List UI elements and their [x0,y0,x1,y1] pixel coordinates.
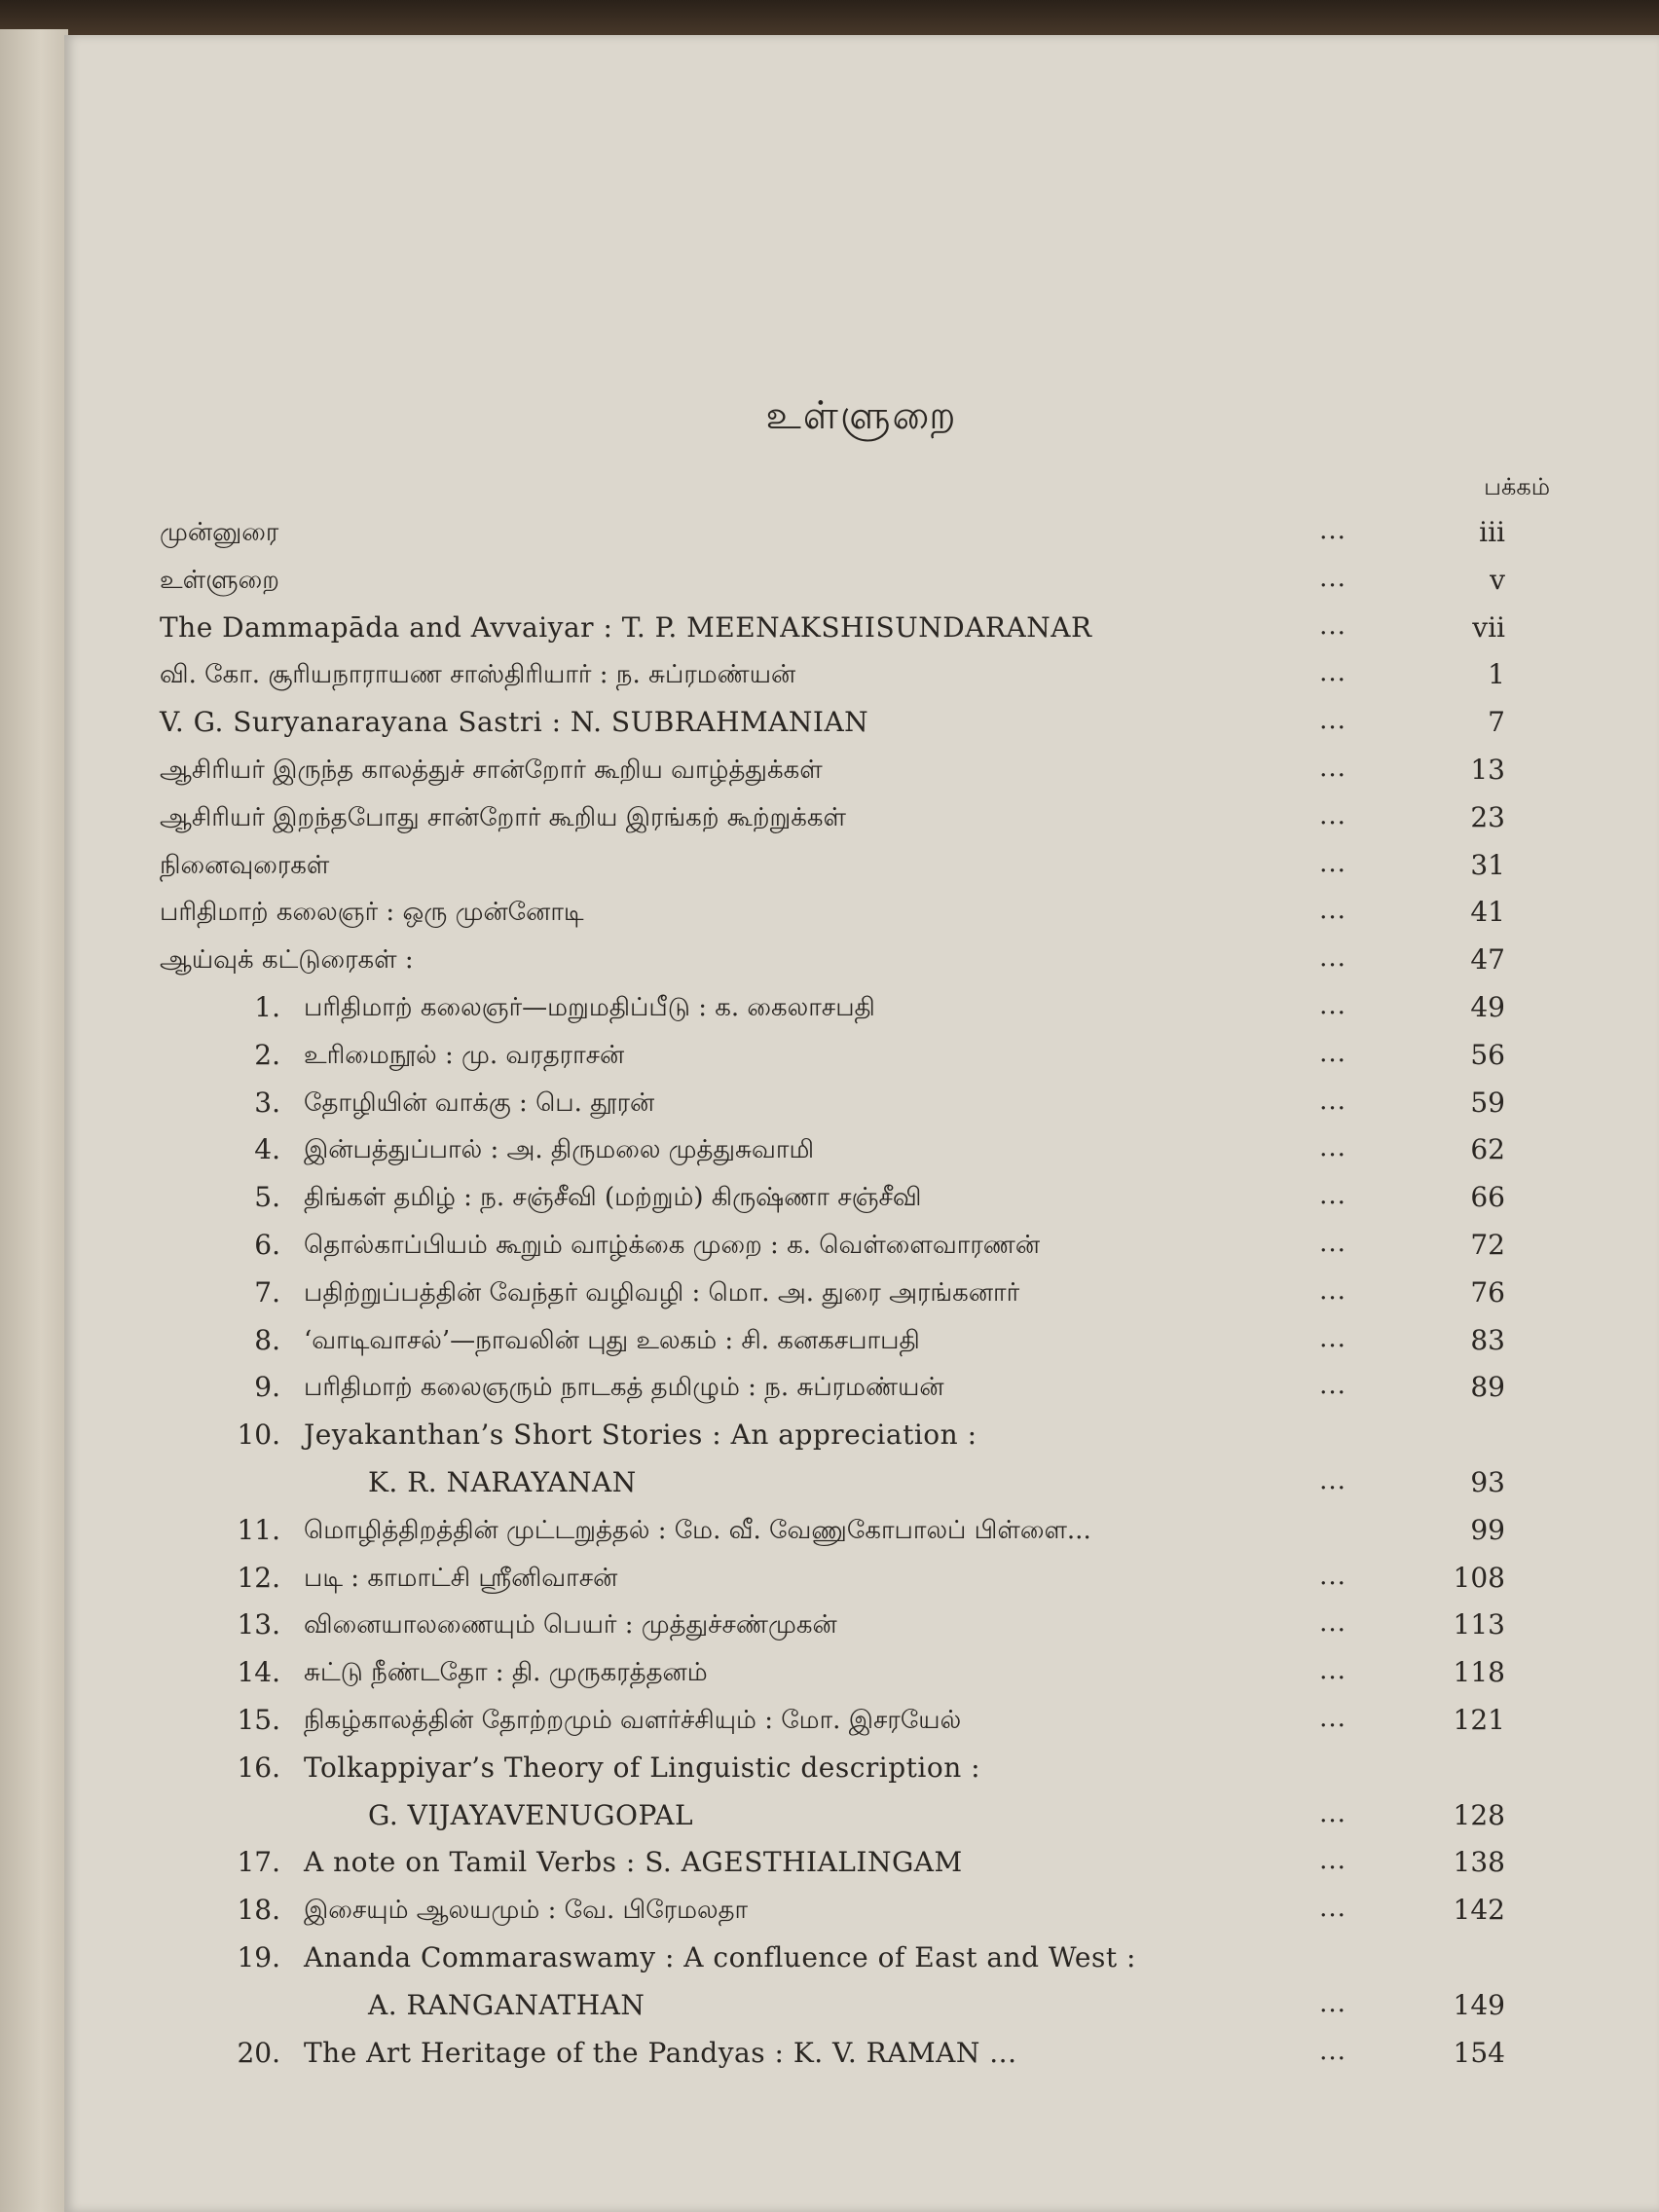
entry-page-number: iii [1479,516,1505,548]
dot-leader: ... [1319,754,1346,783]
entry-number: 3. [254,1086,280,1119]
entry-page-number: 47 [1470,943,1505,977]
entry-page-number: 49 [1470,991,1505,1023]
entry-page-number: 108 [1453,1561,1505,1594]
entry-page-number: 121 [1453,1704,1505,1736]
entry-number: 19. [237,1941,280,1973]
page-title: உள்ளுறை [765,393,958,438]
entry-title: ஆசிரியர் இறந்தபோது சான்றோர் கூறிய இரங்கற் கூற்றுக்கள் [160,802,847,832]
toc-entry [64,1606,1659,1645]
entry-page-number: 13 [1470,754,1505,786]
dot-leader: ... [1319,1038,1346,1068]
dot-leader: ... [1319,1466,1346,1495]
toc-entry [64,656,1659,695]
toc-entry [64,1322,1659,1361]
dot-leader: ... [1319,1656,1346,1686]
entry-title: பதிற்றுப்பத்தின் வேந்தர் வழிவழி : மொ. அ. துரை அரங்கனார் [304,1277,1020,1308]
entry-page-number: 1 [1488,658,1505,691]
dot-leader: ... [1319,1846,1346,1876]
entry-page-number: 72 [1470,1229,1505,1261]
entry-title: The Art Heritage of the Pandyas : K. V. RAMAN ... [304,2036,1017,2069]
dot-leader: ... [1319,2036,1346,2066]
entry-page-number: 128 [1453,1798,1505,1831]
dot-leader: ... [1319,1608,1346,1639]
entry-number: 20. [237,2036,280,2069]
toc-entry [64,1464,1659,1503]
dot-leader: ... [1319,1894,1346,1924]
entry-title: முன்னுரை [160,518,279,547]
entry-title: ஆய்வுக் கட்டுரைகள் : [160,945,414,976]
entry-number: 4. [254,1133,280,1166]
entry-page-number: v [1490,563,1505,596]
dot-leader: ... [1319,1229,1346,1258]
dot-leader: ... [1319,706,1346,736]
entry-title: The Dammapāda and Avvaiyar : T. P. MEENAKSHISUNDARANAR [160,610,1092,644]
entry-title: ‘வாடிவாசல்’—நாவலின் புது உலகம் : சி. கனகசபாபதி [304,1325,920,1355]
toc-entry [64,1892,1659,1931]
entry-title: இன்பத்துப்பால் : அ. திருமலை முத்துசுவாமி [304,1135,815,1165]
entry-title: Ananda Commaraswamy : A confluence of East and West : [304,1941,1136,1973]
toc-entry [64,1560,1659,1599]
table-of-contents [64,35,1659,2212]
entry-page-number: 142 [1453,1894,1505,1927]
entry-page-number: 138 [1453,1846,1505,1879]
entry-title: பரிதிமாற் கலைஞர் : ஒரு முன்னோடி [160,898,584,928]
page-column-heading: பக்கம் [1484,473,1550,500]
entry-title: இசையும் ஆலயமும் : வே. பிரேமலதா [304,1896,749,1926]
dot-leader: ... [1319,516,1346,545]
dot-leader: ... [1319,1133,1346,1163]
entry-title: தோழியின் வாக்கு : பெ. தூரன் [304,1088,655,1118]
entry-title: தொல்காப்பியம் கூறும் வாழ்க்கை முறை : க. வெள்ளைவாரணன் [304,1231,1041,1260]
entry-number: 12. [237,1561,280,1594]
entry-page-number: 31 [1470,848,1505,881]
toc-entry [64,752,1659,791]
dot-leader: ... [1319,1323,1346,1353]
dot-leader: ... [1319,1086,1346,1116]
entry-title: G. VIJAYAVENUGOPAL [368,1798,694,1831]
entry-title: மொழித்திறத்தின் முட்டறுத்தல் : மே. வீ. வேணுகோபாலப் பிள்ளை... [304,1515,1091,1545]
entry-title: படி : காமாட்சி ஸ்ரீனிவாசன் [304,1563,618,1593]
entry-title: உரிமைநூல் : மு. வரதராசன் [304,1040,625,1070]
dot-leader: ... [1319,1275,1346,1306]
entry-page-number: 7 [1488,706,1505,739]
dot-leader: ... [1319,1988,1346,2018]
entry-title: Jeyakanthan’s Short Stories : An appreciation : [304,1419,977,1452]
toc-entry [64,1844,1659,1883]
entry-page-number: 89 [1470,1371,1505,1404]
entry-title: பரிதிமாற் கலைஞரும் நாடகத் தமிழும் : ந. சுப்ரமண்யன் [304,1373,944,1403]
dot-leader: ... [1319,1561,1346,1591]
dot-leader: ... [1319,1798,1346,1828]
toc-entry [64,1037,1659,1076]
toc-entry [64,1131,1659,1170]
entry-page-number: 118 [1453,1656,1505,1689]
entry-number: 7. [254,1275,280,1309]
toc-entry [64,1417,1659,1456]
book-page [64,35,1659,2212]
entry-title: V. G. Suryanarayana Sastri : N. SUBRAHMANIAN [160,706,869,739]
entry-number: 5. [254,1181,280,1214]
entry-page-number: 23 [1470,800,1505,833]
entry-title: K. R. NARAYANAN [368,1466,637,1498]
toc-entry [64,704,1659,743]
entry-page-number: 59 [1470,1086,1505,1119]
toc-entry [64,1654,1659,1693]
backdrop [0,0,1659,39]
toc-entry [64,562,1659,601]
entry-number: 1. [254,991,280,1023]
dot-leader: ... [1319,1704,1346,1733]
toc-entry [64,1085,1659,1124]
dot-leader: ... [1319,610,1346,641]
entry-number: 11. [237,1513,280,1546]
entry-page-number: 66 [1470,1181,1505,1214]
toc-entry [64,1939,1659,1978]
entry-page-number: 41 [1470,896,1505,929]
toc-entry [64,514,1659,553]
toc-entry [64,2035,1659,2074]
toc-entry [64,1227,1659,1266]
dot-leader: ... [1319,943,1346,974]
entry-title: A note on Tamil Verbs : S. AGESTHIALINGAM [304,1846,963,1879]
entry-page-number: 62 [1470,1133,1505,1166]
facing-page-edge [0,29,68,2212]
toc-entry [64,1512,1659,1551]
entry-title: நினைவுரைகள் [160,850,330,880]
dot-leader: ... [1319,1371,1346,1401]
toc-entry [64,1987,1659,2026]
entry-page-number: 154 [1453,2036,1505,2069]
toc-entry [64,1702,1659,1741]
dot-leader: ... [1319,991,1346,1020]
toc-entry [64,1750,1659,1788]
toc-entry [64,1369,1659,1408]
dot-leader: ... [1319,800,1346,830]
entry-page-number: 93 [1470,1466,1505,1498]
entry-page-number: 76 [1470,1275,1505,1309]
entry-number: 13. [237,1608,280,1641]
toc-entry [64,989,1659,1028]
entry-title: வி. கோ. சூரியநாராயண சாஸ்திரியார் : ந. சுப்ரமண்யன் [160,660,796,690]
dot-leader: ... [1319,1181,1346,1211]
entry-page-number: 149 [1453,1988,1505,2021]
entry-number: 15. [237,1704,280,1736]
toc-entry [64,609,1659,648]
entry-title: வினையாலணையும் பெயர் : முத்துச்சண்முகன் [304,1610,837,1641]
entry-number: 16. [237,1751,280,1784]
entry-title: பரிதிமாற் கலைஞர்—மறுமதிப்பீடு : க. கைலாசபதி [304,993,875,1022]
entry-number: 8. [254,1323,280,1356]
entry-page-number: 83 [1470,1323,1505,1356]
toc-entry [64,847,1659,886]
entry-title: சுட்டு நீண்டதோ : தி. முருகரத்தனம் [304,1658,708,1688]
entry-title: உள்ளுறை [160,565,279,595]
entry-page-number: 113 [1453,1608,1505,1641]
toc-entry [64,894,1659,933]
toc-entry [64,799,1659,838]
dot-leader: ... [1319,848,1346,878]
toc-entry [64,941,1659,980]
toc-entry [64,1179,1659,1218]
toc-entry [64,1797,1659,1836]
entry-number: 10. [237,1419,280,1452]
entry-title: A. RANGANATHAN [368,1988,645,2021]
entry-number: 9. [254,1371,280,1404]
entry-number: 14. [237,1656,280,1689]
entry-title: திங்கள் தமிழ் : ந. சஞ்சீவி (மற்றும்) கிருஷ்ணா சஞ்சீவி [304,1183,922,1213]
entry-page-number: 56 [1470,1038,1505,1071]
dot-leader: ... [1319,896,1346,926]
dot-leader: ... [1319,658,1346,688]
entry-page-number: 99 [1470,1513,1505,1546]
entry-number: 6. [254,1229,280,1261]
toc-entry [64,1274,1659,1313]
entry-title: ஆசிரியர் இருந்த காலத்துச் சான்றோர் கூறிய வாழ்த்துக்கள் [160,756,823,785]
entry-title: Tolkappiyar’s Theory of Linguistic description : [304,1751,981,1784]
entry-number: 2. [254,1038,280,1071]
entry-number: 18. [237,1894,280,1927]
dot-leader: ... [1319,563,1346,593]
entry-number: 17. [237,1846,280,1879]
entry-title: நிகழ்காலத்தின் தோற்றமும் வளர்ச்சியும் : மோ. இசரயேல் [304,1706,962,1735]
entry-page-number: vii [1472,610,1505,644]
